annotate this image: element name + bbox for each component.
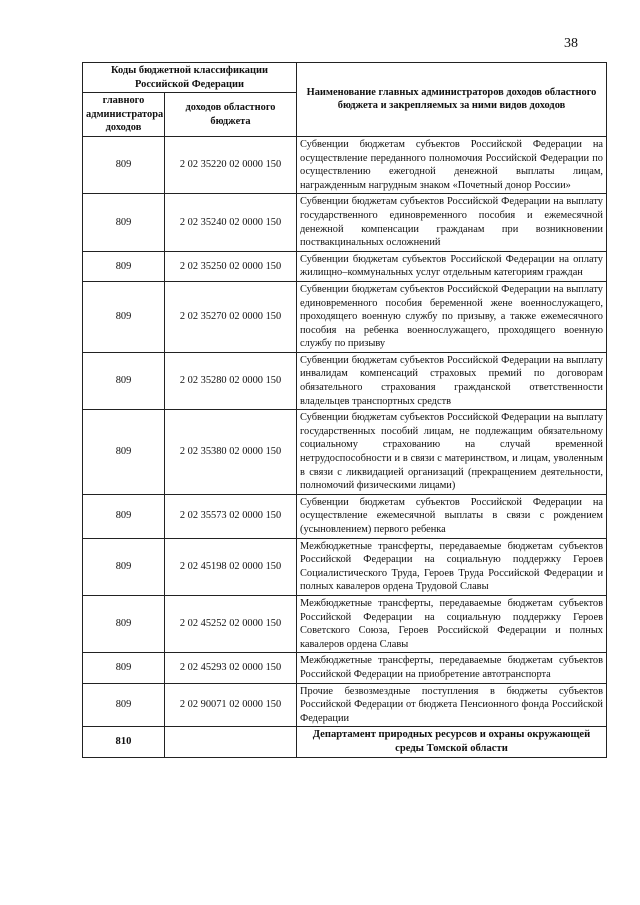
table-row bbox=[83, 281, 607, 352]
name-column-header: Наименование главных администраторов доходов областного бюджета и закрепляемых за ними видов доходов bbox=[297, 63, 607, 137]
income-code-cell: 2 02 35280 02 0000 150 bbox=[165, 352, 297, 409]
table-row bbox=[83, 194, 607, 251]
department-income-code bbox=[165, 727, 297, 757]
page-number: 38 bbox=[564, 36, 578, 51]
admin-code-cell: 809 bbox=[83, 683, 165, 727]
admin-code-cell: 809 bbox=[83, 653, 165, 683]
income-code-cell: 2 02 35250 02 0000 150 bbox=[165, 251, 297, 281]
table-row bbox=[83, 653, 607, 683]
description-cell: Субвенции бюджетам субъектов Российской Федерации на выплату государственного единовременного пособия и ежемесячной денежной компенсации гражданам при возникновении поствакцинальных осложнений bbox=[297, 194, 607, 251]
table-header bbox=[83, 63, 607, 137]
admin-code-cell: 809 bbox=[83, 494, 165, 538]
description-cell: Субвенции бюджетам субъектов Российской Федерации на осуществление ежемесячной выплаты в связи с рождением (усыновлением) первого ребенка bbox=[297, 494, 607, 538]
admin-code-cell: 809 bbox=[83, 595, 165, 652]
table-row bbox=[83, 683, 607, 727]
table-row bbox=[83, 136, 607, 193]
admin-code-cell: 809 bbox=[83, 136, 165, 193]
income-code-cell: 2 02 35220 02 0000 150 bbox=[165, 136, 297, 193]
description-cell: Прочие безвозмездные поступления в бюджеты субъектов Российской Федерации от бюджета Пенсионного фонда Российской Федерации bbox=[297, 683, 607, 727]
admin-code-cell: 809 bbox=[83, 281, 165, 352]
description-cell: Субвенции бюджетам субъектов Российской Федерации на выплату инвалидам компенсаций страховых премий по договорам обязательного страхования гражданской ответственности владельцев транспортных средств bbox=[297, 352, 607, 409]
description-cell: Субвенции бюджетам субъектов Российской Федерации на оплату жилищно–коммунальных услуг отдельным категориям граждан bbox=[297, 251, 607, 281]
department-name: Департамент природных ресурсов и охраны окружающей среды Томской области bbox=[297, 727, 607, 757]
department-admin-code: 810 bbox=[83, 727, 165, 757]
description-cell: Межбюджетные трансферты, передаваемые бюджетам субъектов Российской Федерации на приобретение автотранспорта bbox=[297, 653, 607, 683]
table-row bbox=[83, 410, 607, 495]
income-code-cell: 2 02 35380 02 0000 150 bbox=[165, 410, 297, 495]
income-code-cell: 2 02 90071 02 0000 150 bbox=[165, 683, 297, 727]
department-row bbox=[83, 727, 607, 757]
table-row bbox=[83, 352, 607, 409]
table-row bbox=[83, 494, 607, 538]
description-cell: Межбюджетные трансферты, передаваемые бюджетам субъектов Российской Федерации на социальную поддержку Героев Социалистического Труда, Героев Труда Российской Федерации и полных кавалеров ордена Трудовой Славы bbox=[297, 538, 607, 595]
admin-code-cell: 809 bbox=[83, 251, 165, 281]
table-row bbox=[83, 251, 607, 281]
admin-column-header: главного администратора доходов bbox=[83, 93, 165, 137]
income-code-cell: 2 02 35573 02 0000 150 bbox=[165, 494, 297, 538]
description-cell: Субвенции бюджетам субъектов Российской Федерации на выплату единовременного пособия беременной жене военнослужащего, проходящего военную службу по призыву, а также ежемесячного пособия на ребенка военнослужащего, проходящего военную службу по призыву bbox=[297, 281, 607, 352]
table-body bbox=[83, 136, 607, 757]
description-cell: Межбюджетные трансферты, передаваемые бюджетам субъектов Российской Федерации на социальную поддержку Героев Советского Союза, Героев Российской Федерации и полных кавалеров ордена Славы bbox=[297, 595, 607, 652]
admin-code-cell: 809 bbox=[83, 194, 165, 251]
codes-group-header: Коды бюджетной классификации Российской Федерации bbox=[83, 63, 297, 93]
income-code-cell: 2 02 35240 02 0000 150 bbox=[165, 194, 297, 251]
income-code-cell: 2 02 45198 02 0000 150 bbox=[165, 538, 297, 595]
budget-classification-table bbox=[82, 62, 607, 758]
table-row bbox=[83, 538, 607, 595]
income-code-cell: 2 02 35270 02 0000 150 bbox=[165, 281, 297, 352]
income-code-cell: 2 02 45252 02 0000 150 bbox=[165, 595, 297, 652]
table-row bbox=[83, 595, 607, 652]
admin-code-cell: 809 bbox=[83, 538, 165, 595]
admin-code-cell: 809 bbox=[83, 410, 165, 495]
income-column-header: доходов областного бюджета bbox=[165, 93, 297, 137]
description-cell: Субвенции бюджетам субъектов Российской Федерации на осуществление переданного полномочия Российской Федерации по осуществлению ежегодной денежной выплаты лицам, награжденным нагрудным знаком «Почетный донор России» bbox=[297, 136, 607, 193]
admin-code-cell: 809 bbox=[83, 352, 165, 409]
description-cell: Субвенции бюджетам субъектов Российской Федерации на выплату государственных пособий лицам, не подлежащим обязательному социальному страхованию на случай временной нетрудоспособности и в связи с материнством, и лицам, уволенным в связи с ликвидацией организаций (прекращением деятельности, полномочий физическими лицами) bbox=[297, 410, 607, 495]
income-code-cell: 2 02 45293 02 0000 150 bbox=[165, 653, 297, 683]
